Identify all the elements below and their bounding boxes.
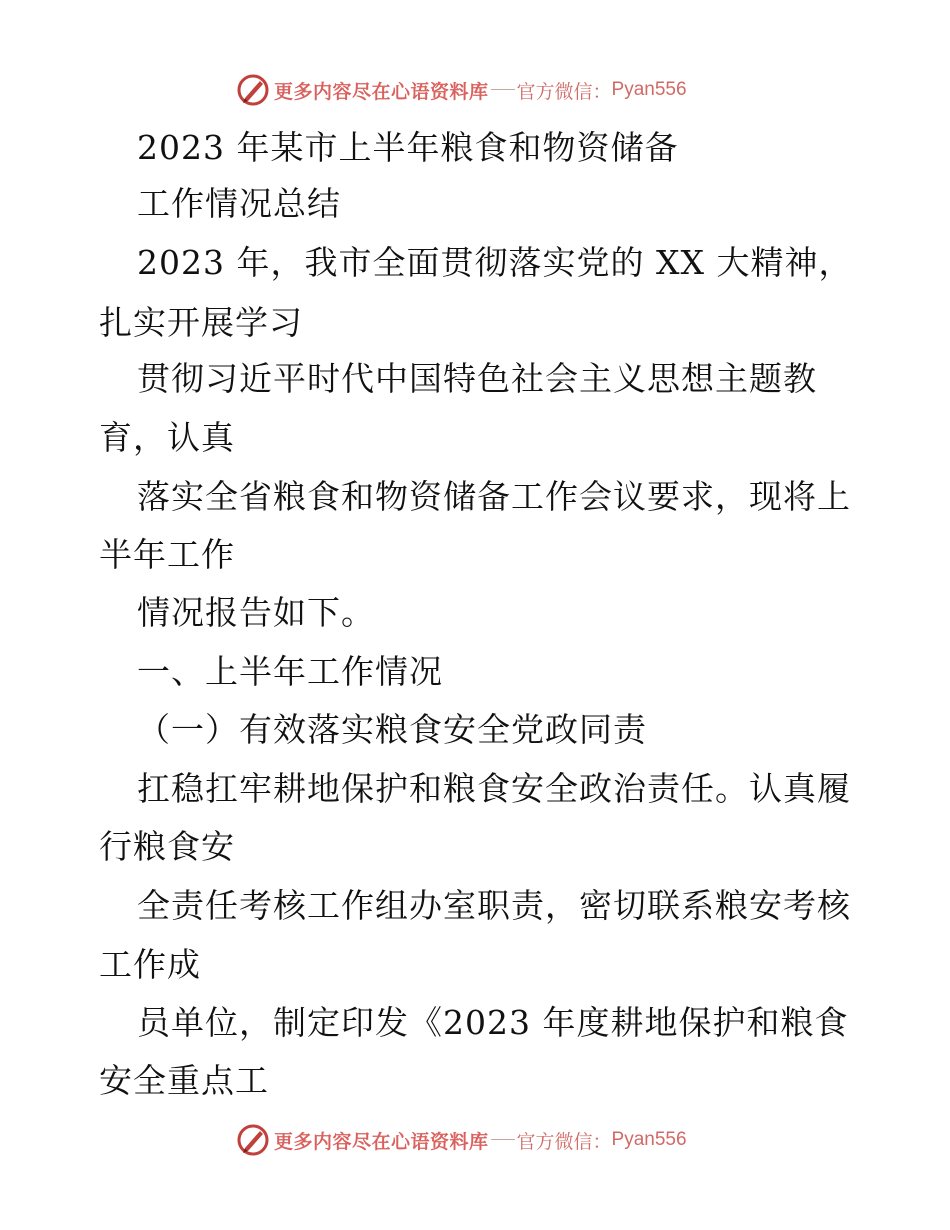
banner-contact-label: 官方微信：: [516, 80, 612, 103]
doc-text-line: 安全重点工: [99, 1061, 269, 1100]
doc-text-line: 员单位，制定印发《2023 年度耕地保护和粮食: [137, 1003, 849, 1042]
doc-text-line: 落实全省粮食和物资储备工作会议要求，现将上: [137, 477, 851, 516]
pen-circle-logo-icon: [236, 73, 270, 107]
doc-title-line-2: 工作情况总结: [137, 184, 341, 223]
doc-text-line: 2023 年，我市全面贯彻落实党的 XX 大精神，: [137, 243, 853, 282]
banner-text: 更多内容尽在心语资料库: [274, 1130, 489, 1153]
doc-text-line: 育，认真: [99, 418, 235, 457]
banner-dash-divider: [491, 89, 515, 90]
header-watermark-banner: [236, 73, 687, 107]
doc-text-line: 全责任考核工作组办室职责，密切联系粮安考核: [137, 886, 851, 925]
banner-text: 更多内容尽在心语资料库: [274, 80, 489, 103]
doc-section-heading: 一、上半年工作情况: [137, 652, 443, 691]
doc-text-line: 工作成: [99, 945, 201, 984]
doc-text-line: 扎实开展学习: [99, 303, 303, 342]
doc-title-line-1: 2023 年某市上半年粮食和物资储备: [137, 128, 679, 167]
doc-subsection-heading: （一）有效落实粮食安全党政同责: [137, 710, 647, 749]
banner-contact-id: Pyan556: [611, 79, 687, 100]
footer-watermark-banner: [236, 1123, 687, 1157]
doc-text-line: 贯彻习近平时代中国特色社会主义思想主题教: [137, 359, 817, 398]
doc-text-line: 情况报告如下。: [137, 593, 375, 632]
banner-contact-id: Pyan556: [611, 1129, 687, 1150]
banner-contact-label: 官方微信：: [516, 1130, 612, 1153]
doc-text-line: 行粮食安: [99, 827, 235, 866]
banner-dash-divider: [491, 1139, 515, 1140]
doc-text-line: 扛稳扛牢耕地保护和粮食安全政治责任。认真履: [137, 769, 851, 808]
doc-text-line: 半年工作: [99, 535, 235, 574]
pen-circle-logo-icon: [236, 1123, 270, 1157]
